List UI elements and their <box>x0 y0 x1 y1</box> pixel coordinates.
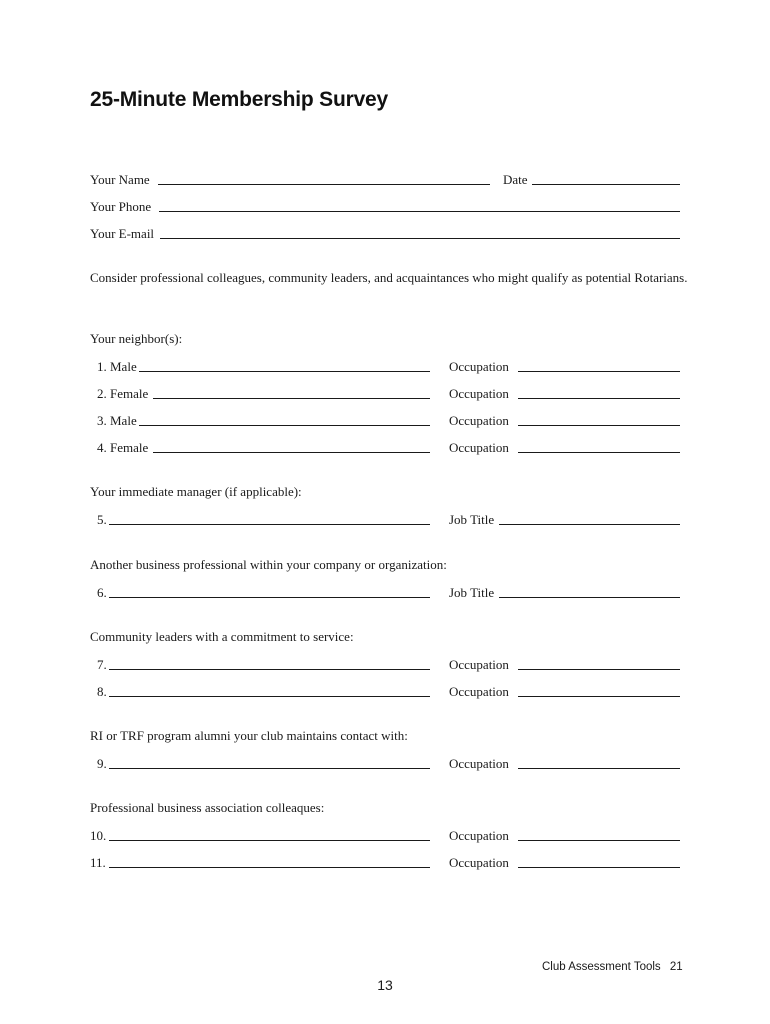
entry-right-field[interactable] <box>518 452 680 453</box>
entry-label: 5. <box>97 512 107 527</box>
entry-right-field[interactable] <box>518 371 680 372</box>
entry-right-field[interactable] <box>518 867 680 868</box>
section-heading: Your immediate manager (if applicable): <box>90 484 302 499</box>
phone-label: Your Phone <box>90 199 152 214</box>
entry-label: 10. <box>90 828 107 843</box>
entry-row <box>97 385 680 403</box>
entry-label: 9. <box>97 756 107 771</box>
entry-name-field[interactable] <box>109 867 430 868</box>
entry-label: 4. Female <box>97 440 149 455</box>
phone-row <box>90 198 680 216</box>
entry-name-field[interactable] <box>139 371 430 372</box>
entry-name-field[interactable] <box>109 768 430 769</box>
entry-right-label: Occupation <box>449 855 509 870</box>
entry-right-label: Job Title <box>449 585 495 600</box>
entry-right-label: Occupation <box>449 657 509 672</box>
email-label: Your E-mail <box>90 226 155 241</box>
email-field[interactable] <box>160 238 680 239</box>
entry-right-label: Job Title <box>449 512 495 527</box>
entry-right-label: Occupation <box>449 413 509 428</box>
entry-right-field[interactable] <box>518 425 680 426</box>
entry-right-label: Occupation <box>449 756 509 771</box>
page-number: 13 <box>377 977 393 993</box>
entry-right-field[interactable] <box>518 840 680 841</box>
entry-name-field[interactable] <box>109 597 430 598</box>
entry-right-label: Occupation <box>449 828 509 843</box>
entry-right-label: Occupation <box>449 440 509 455</box>
section-heading: Your neighbor(s): <box>90 331 183 346</box>
entry-label: 7. <box>97 657 107 672</box>
date-field[interactable] <box>532 184 680 185</box>
entry-label: 6. <box>97 585 107 600</box>
entry-label: 3. Male <box>97 413 137 428</box>
entry-name-field[interactable] <box>109 524 430 525</box>
entry-label: 2. Female <box>97 386 149 401</box>
entry-right-field[interactable] <box>499 524 680 525</box>
entry-right-label: Occupation <box>449 359 509 374</box>
page-title: 25-Minute Membership Survey <box>90 88 389 111</box>
entry-name-field[interactable] <box>153 398 430 399</box>
footer-section-label: Club Assessment Tools <box>542 961 661 973</box>
entry-row <box>97 358 680 376</box>
entry-name-field[interactable] <box>139 425 430 426</box>
entry-right-field[interactable] <box>518 768 680 769</box>
phone-field[interactable] <box>159 211 680 212</box>
entry-right-label: Occupation <box>449 386 509 401</box>
entry-name-field[interactable] <box>109 840 430 841</box>
section-heading: Another business professional within your company or organization: <box>90 557 447 572</box>
entry-row <box>97 584 680 602</box>
section-heading: RI or TRF program alumni your club maintains contact with: <box>90 728 408 743</box>
entry-name-field[interactable] <box>153 452 430 453</box>
entry-right-field[interactable] <box>499 597 680 598</box>
entry-row <box>97 412 680 430</box>
entry-name-field[interactable] <box>109 696 430 697</box>
entry-row <box>97 439 680 457</box>
entry-row <box>97 656 680 674</box>
date-label: Date <box>503 172 528 187</box>
intro-paragraph: Consider professional colleagues, community leaders, and acquaintances who might qualify as potential Rotarians. <box>90 270 688 285</box>
entry-label: 11. <box>90 855 106 870</box>
entry-row <box>90 827 680 845</box>
footer-section-page: 21 <box>669 961 683 973</box>
entry-name-field[interactable] <box>109 669 430 670</box>
entry-row <box>97 683 680 701</box>
entry-right-field[interactable] <box>518 398 680 399</box>
entry-label: 1. Male <box>97 359 137 374</box>
entry-label: 8. <box>97 684 107 699</box>
entry-right-field[interactable] <box>518 696 680 697</box>
footer-section <box>542 961 683 973</box>
section-heading: Community leaders with a commitment to service: <box>90 629 354 644</box>
name-field[interactable] <box>158 184 490 185</box>
email-row <box>90 225 680 243</box>
entry-row <box>97 511 680 529</box>
entry-row <box>90 854 680 872</box>
name-label: Your Name <box>90 172 150 187</box>
entry-row <box>97 755 680 773</box>
name-row <box>90 171 680 189</box>
entry-right-field[interactable] <box>518 669 680 670</box>
section-heading: Professional business association colleaques: <box>90 800 325 815</box>
entry-right-label: Occupation <box>449 684 509 699</box>
